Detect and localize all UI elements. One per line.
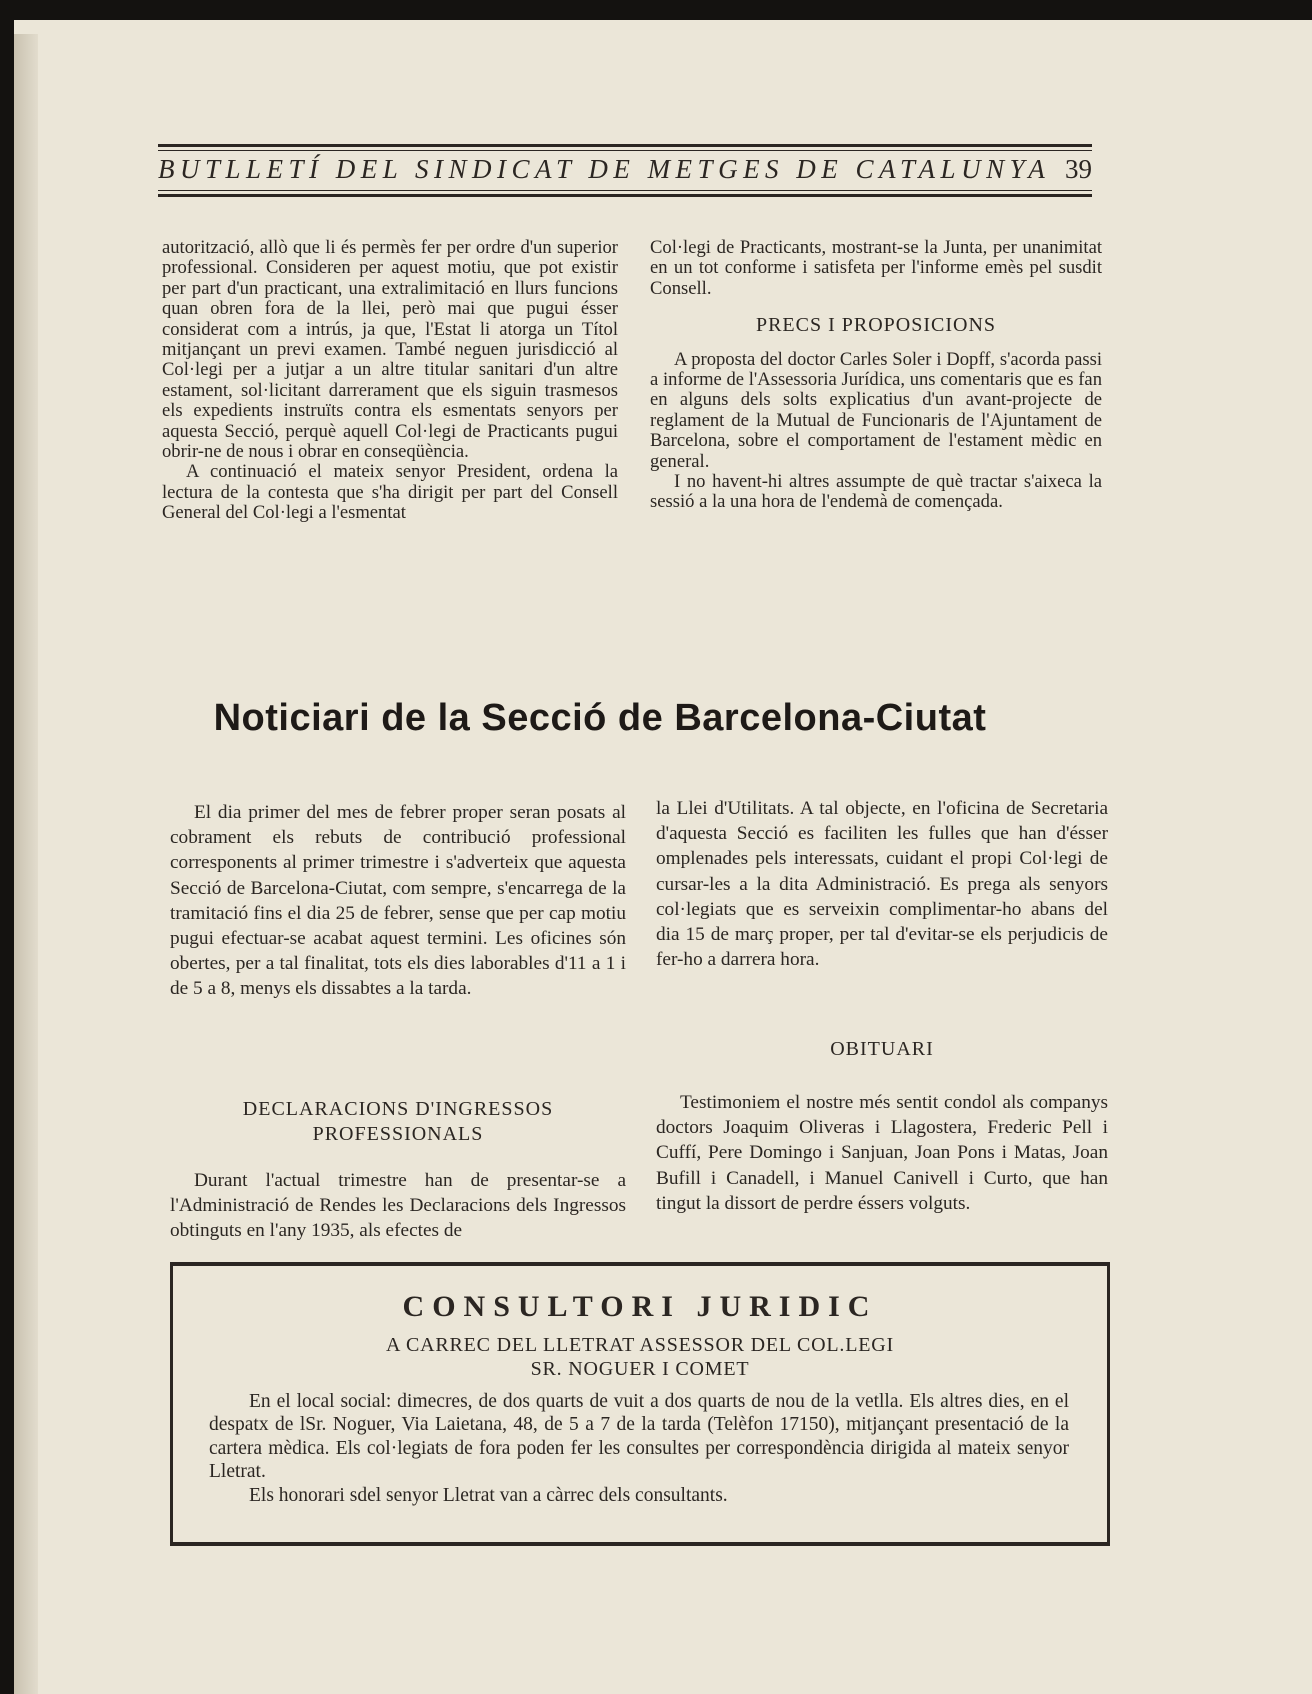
journal-title: BUTLLETÍ DEL SINDICAT DE METGES DE CATALUNYA xyxy=(158,154,1051,184)
consultori-box xyxy=(170,1262,1110,1546)
noticiari-right-column xyxy=(656,796,1108,972)
declaracions-heading-line1: DECLARACIONS D'INGRESSOS xyxy=(242,1098,554,1120)
declaracions-heading xyxy=(170,1097,626,1147)
consultori-body xyxy=(209,1390,1069,1507)
contribucio-paragraph: El dia primer del mes de febrer proper seran posats al cobrament els rebuts de contribució professional corresponents al primer trimestre i s'adverteix que aquesta Secció de Barcelona-Ciutat, com sempre, s'encarrega de la tramitació fins el dia 25 de febrer, sense que per cap motiu pugui efectuar-se acabat aquest termini. Les oficines són obertes, per a tal finalitat, tots els dies laborables d'11 a 1 i de 5 a 8, menys els dissabtes a la tarda. xyxy=(170,802,626,1000)
precs-heading: PRECS I PROPOSICIONS xyxy=(755,314,997,337)
precs-paragraph: I no havent-hi altres assumpte de què tractar s'aixeca la sessió a la una hora de l'endemà de començada. xyxy=(650,471,1102,513)
consultori-subtitle-line2: SR. NOGUER I COMET xyxy=(530,1358,750,1380)
consultori-paragraph: En el local social: dimecres, de dos quarts de vuit a dos quarts de nou de la vetlla. Els altres dies, en el despatx de lSr. Noguer, Via Laietana, 48, de 5 a 7 de la tarda (Telèfon 17150), mitjançant presentació de la cartera mèdica. Els col·legiats de fora poden fer les consultes per correspondència dirigida al mateix senyor Lletrat. xyxy=(209,1391,1069,1483)
minutes-paragraph: Col·legi de Practicants, mostrant-se la Junta, per unanimitat en un tot conforme i satisfeta per l'informe emès pel susdit Consell. xyxy=(650,237,1102,299)
minutes-left-column xyxy=(162,238,618,524)
header-rule-bottom-thin xyxy=(158,190,1092,191)
noticiari-title: Noticiari de la Secció de Barcelona-Ciutat xyxy=(213,697,987,739)
utilitats-paragraph: la Llei d'Utilitats. A tal objecte, en l'oficina de Secretaria d'aquesta Secció es faciliten les fulles que han d'ésser omplenades pels interessats, cuidant el propi Col·legi de cursar-les a la dita Administració. Es prega als senyors col·legiats que es serveixin complimentar-ho abans del dia 15 de març proper, per tal d'evitar-se els perjudicis de fer-ho a darrera hora. xyxy=(656,798,1108,971)
minutes-right-column xyxy=(650,238,1102,513)
page-number: 39 xyxy=(1065,154,1092,184)
consultori-title: CONSULTORI JURIDIC xyxy=(402,1290,878,1323)
header-rule-bottom xyxy=(158,194,1092,197)
obituari-column xyxy=(656,1090,1108,1216)
running-head xyxy=(158,148,1092,190)
declaracions-paragraph: Durant l'actual trimestre han de presentar-se a l'Administració de Rendes les Declaracions dels Ingressos obtinguts en l'any 1935, als efectes de xyxy=(170,1170,626,1242)
minutes-paragraph: autorització, allò que li és permès fer per ordre d'un superior professional. Consideren per aquest motiu, que pot existir per part d'un practicant, una extralimitació en llurs funcions quan obren fora de la llei, però mai que pugui ésser considerat com a intrús, ja que, l'Estat li atorga un Títol mitjançant un previ examen. També neguen jurisdicció al Col·legi per a jutjar a un altre titular sanitari d'un altre estament, sol·licitant darrerament que els siguin trasmesos els expedients instruïts contra els esmentats senyors per aquesta Secció, perquè aquell Col·legi de Practicants pugui obrir-ne de nous i obrar en conseqüència. xyxy=(162,237,618,463)
consultori-paragraph: Els honorari sdel senyor Lletrat van a càrrec dels consultants. xyxy=(249,1484,728,1506)
book-spine-shadow xyxy=(14,34,38,1694)
consultori-subtitle-line1: A CARREC DEL LLETRAT ASSESSOR DEL COL.LEGI xyxy=(386,1334,894,1356)
header-rule-top xyxy=(158,144,1092,147)
declaracions-column xyxy=(170,1168,626,1244)
obituari-heading: OBITUARI xyxy=(830,1038,934,1060)
declaracions-heading-line2: PROFESSIONALS xyxy=(312,1123,484,1145)
minutes-paragraph: A continuació el mateix senyor President, ordena la lectura de la contesta que s'ha dirigit per part del Consell General del Col·legi a l'esmentat xyxy=(162,461,618,524)
obituari-paragraph: Testimoniem el nostre més sentit condol als companys doctors Joaquim Oliveras i Llagostera, Frederic Pell i Cuffí, Pere Domingo i Sanjuan, Joan Pons i Matas, Joan Bufill i Canadell, i Manuel Canivell i Curto, que han tingut la dissort de perdre éssers volguts. xyxy=(656,1092,1108,1214)
precs-paragraph: A proposta del doctor Carles Soler i Dopff, s'acorda passi a informe de l'Assessoria Jurídica, uns comentaris que es fan en alguns dels solts explicatius d'un avant-projecte de reglament de la Mutual de Funcionaris de l'Ajuntament de Barcelona, sobre el comportament de l'estament mèdic en general. xyxy=(650,348,1102,472)
noticiari-left-column xyxy=(170,800,626,1002)
